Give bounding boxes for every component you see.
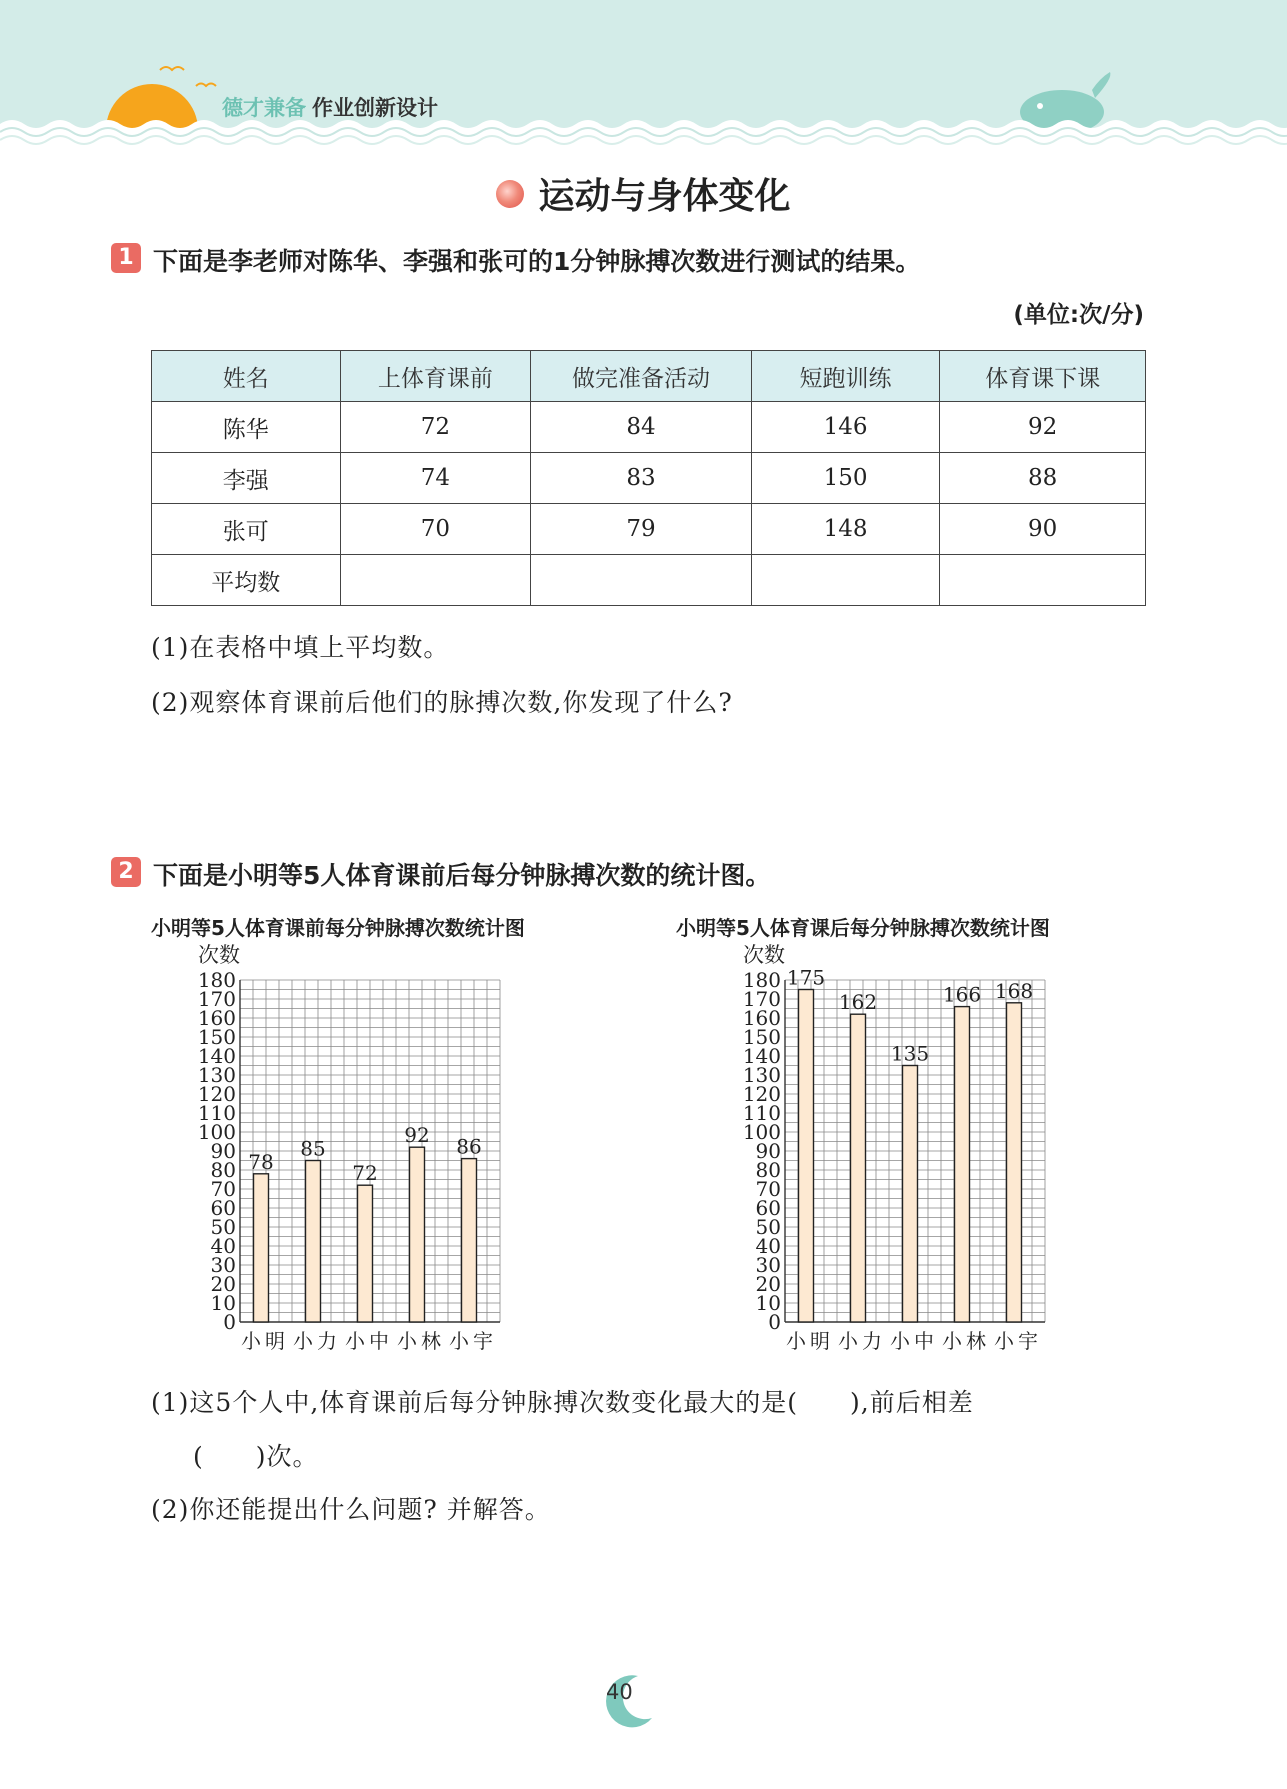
average-answer-cell[interactable] <box>340 555 531 606</box>
table-cell: 72 <box>340 402 531 453</box>
page-number: 40 <box>606 1680 633 1704</box>
bar-小林 <box>955 1007 970 1322</box>
y-tick-label: 90 <box>210 1139 236 1163</box>
table-cell-name: 张可 <box>152 504 341 555</box>
table-cell: 92 <box>940 402 1146 453</box>
bar-小力 <box>851 1014 866 1322</box>
table-cell-name: 平均数 <box>152 555 341 606</box>
chart-before-title: 小明等5人体育课前每分钟脉搏次数统计图 <box>151 916 525 940</box>
y-tick-label: 60 <box>210 1196 236 1220</box>
y-tick-label: 140 <box>197 1044 236 1068</box>
bar-value-label: 86 <box>456 1134 482 1159</box>
table-cell: 90 <box>940 504 1146 555</box>
y-tick-label: 80 <box>210 1158 236 1182</box>
y-tick-label: 40 <box>755 1234 781 1258</box>
y-tick-label: 170 <box>197 987 236 1011</box>
table-row <box>152 402 1146 453</box>
brand-colored: 德才兼备 <box>222 96 306 120</box>
q1-unit: (单位:次/分) <box>1013 302 1144 328</box>
q2-badge: 2 <box>111 857 141 887</box>
x-tick-label: 小明 <box>241 1329 289 1353</box>
x-tick-label: 小力 <box>293 1329 341 1353</box>
header-decoration <box>0 0 1287 150</box>
bar-value-label: 72 <box>352 1161 378 1186</box>
chart-after <box>695 940 1095 1360</box>
x-tick-label: 小宇 <box>449 1329 497 1353</box>
section-title <box>0 168 1287 219</box>
chart-after-title: 小明等5人体育课后每分钟脉搏次数统计图 <box>676 916 1050 940</box>
chart-before <box>150 940 550 1360</box>
y-tick-label: 90 <box>755 1139 781 1163</box>
y-tick-label: 100 <box>742 1120 781 1144</box>
y-tick-label: 60 <box>755 1196 781 1220</box>
bar-value-label: 92 <box>404 1123 430 1148</box>
x-tick-label: 小中 <box>890 1329 938 1353</box>
table-cell: 146 <box>751 402 940 453</box>
y-tick-label: 80 <box>755 1158 781 1182</box>
y-tick-label: 30 <box>210 1253 236 1277</box>
y-tick-label: 30 <box>755 1253 781 1277</box>
bar-小宇 <box>462 1159 477 1322</box>
bar-value-label: 175 <box>786 965 826 990</box>
table-cell: 88 <box>940 453 1146 504</box>
section-title-text: 运动与身体变化 <box>538 176 791 217</box>
table-header-cell: 姓名 <box>152 351 341 402</box>
x-tick-label: 小林 <box>397 1329 445 1353</box>
y-tick-label: 180 <box>197 968 236 992</box>
table-cell: 83 <box>531 453 752 504</box>
y-tick-label: 180 <box>742 968 781 992</box>
y-tick-label: 20 <box>210 1272 236 1296</box>
y-tick-label: 130 <box>197 1063 236 1087</box>
y-tick-label: 0 <box>768 1310 781 1334</box>
bar-小明 <box>799 990 814 1323</box>
q1-text: 下面是李老师对陈华、李强和张可的1分钟脉搏次数进行测试的结果。 <box>153 247 921 276</box>
table-header-cell: 上体育课前 <box>340 351 531 402</box>
bar-value-label: 168 <box>994 978 1034 1003</box>
bar-小中 <box>903 1066 918 1323</box>
x-tick-label: 小林 <box>942 1329 990 1353</box>
brand-title <box>222 92 438 122</box>
table-header-row <box>152 351 1146 402</box>
bird-icon <box>196 84 216 87</box>
brand-text: 作业创新设计 <box>312 96 438 120</box>
average-answer-cell[interactable] <box>531 555 752 606</box>
bird-icon <box>160 67 184 70</box>
table-header-cell: 体育课下课 <box>940 351 1146 402</box>
pulse-table <box>151 350 1146 606</box>
y-tick-label: 70 <box>755 1177 781 1201</box>
table-cell: 84 <box>531 402 752 453</box>
bar-小林 <box>410 1147 425 1322</box>
bar-小中 <box>358 1185 373 1322</box>
y-tick-label: 10 <box>755 1291 781 1315</box>
y-tick-label: 10 <box>210 1291 236 1315</box>
q2-text: 下面是小明等5人体育课前后每分钟脉搏次数的统计图。 <box>153 861 771 890</box>
y-tick-label: 160 <box>742 1006 781 1030</box>
y-tick-label: 120 <box>197 1082 236 1106</box>
bar-value-label: 78 <box>248 1149 274 1174</box>
table-row <box>152 453 1146 504</box>
table-cell: 148 <box>751 504 940 555</box>
q2-sub1b: ( )次。 <box>193 1442 319 1471</box>
y-tick-label: 40 <box>210 1234 236 1258</box>
table-cell: 70 <box>340 504 531 555</box>
table-row <box>152 504 1146 555</box>
y-tick-label: 110 <box>742 1101 781 1125</box>
q1-badge: 1 <box>111 243 141 273</box>
y-tick-label: 110 <box>197 1101 236 1125</box>
bar-value-label: 85 <box>300 1136 326 1161</box>
q2-sub1: (1)这5个人中,体育课前后每分钟脉搏次数变化最大的是( ),前后相差 <box>151 1388 974 1417</box>
table-header-cell: 做完准备活动 <box>531 351 752 402</box>
y-tick-label: 20 <box>755 1272 781 1296</box>
table-cell: 150 <box>751 453 940 504</box>
bar-value-label: 162 <box>838 990 878 1015</box>
table-cell-name: 李强 <box>152 453 341 504</box>
y-tick-label: 150 <box>742 1025 781 1049</box>
y-tick-label: 140 <box>742 1044 781 1068</box>
table-cell: 74 <box>340 453 531 504</box>
bar-value-label: 166 <box>942 982 982 1007</box>
table-header-cell: 短跑训练 <box>751 351 940 402</box>
average-answer-cell[interactable] <box>751 555 940 606</box>
y-tick-label: 120 <box>742 1082 781 1106</box>
y-tick-label: 130 <box>742 1063 781 1087</box>
x-tick-label: 小明 <box>786 1329 834 1353</box>
y-tick-label: 70 <box>210 1177 236 1201</box>
y-tick-label: 0 <box>223 1310 236 1334</box>
x-tick-label: 小宇 <box>994 1329 1042 1353</box>
y-tick-label: 160 <box>197 1006 236 1030</box>
table-row-average <box>152 555 1146 606</box>
x-tick-label: 小中 <box>345 1329 393 1353</box>
y-tick-label: 170 <box>742 987 781 1011</box>
bar-value-label: 135 <box>890 1041 930 1066</box>
page-header <box>0 0 1287 150</box>
y-axis-label: 次数 <box>743 943 785 967</box>
q1-sub2: (2)观察体育课前后他们的脉搏次数,你发现了什么? <box>151 688 733 717</box>
bar-小宇 <box>1007 1003 1022 1322</box>
y-tick-label: 50 <box>755 1215 781 1239</box>
average-answer-cell[interactable] <box>940 555 1146 606</box>
y-tick-label: 100 <box>197 1120 236 1144</box>
y-tick-label: 150 <box>197 1025 236 1049</box>
y-tick-label: 50 <box>210 1215 236 1239</box>
q1-sub1: (1)在表格中填上平均数。 <box>151 633 450 662</box>
q2-sub2: (2)你还能提出什么问题? 并解答。 <box>151 1495 551 1524</box>
table-cell: 79 <box>531 504 752 555</box>
x-tick-label: 小力 <box>838 1329 886 1353</box>
title-dot-icon <box>496 180 524 208</box>
y-axis-label: 次数 <box>198 943 240 967</box>
bar-小明 <box>254 1174 269 1322</box>
table-cell-name: 陈华 <box>152 402 341 453</box>
bar-小力 <box>306 1161 321 1323</box>
